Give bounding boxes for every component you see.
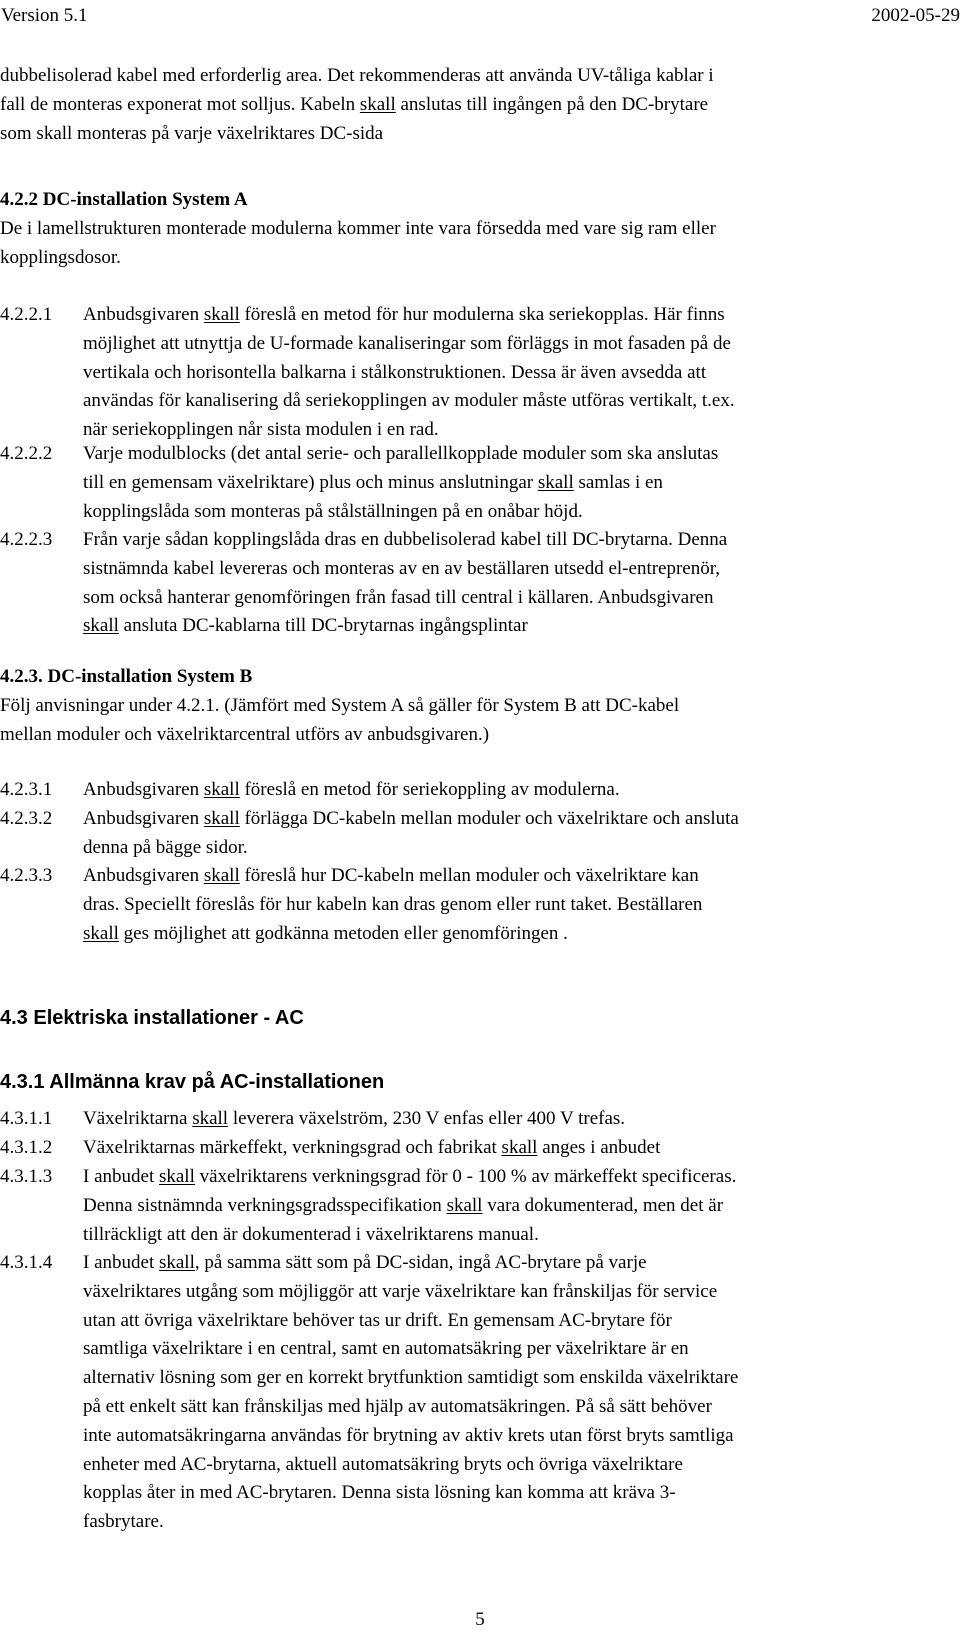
section-heading: 4.2.3. DC-installation System B bbox=[0, 666, 253, 687]
text-line: denna på bägge sidor. bbox=[83, 836, 248, 858]
page-header bbox=[0, 3, 960, 29]
text-line: till en gemensam växelriktare) plus och minus anslutningar skall samlas i en bbox=[83, 471, 663, 493]
text-line: dubbelisolerad kabel med erforderlig area. Det rekommenderas att använda UV-tåliga kablar i bbox=[0, 65, 714, 86]
item-number: 4.2.3.3 bbox=[0, 865, 53, 886]
text-line: kopplingslåda som monteras på stålställningen på en onåbar höjd. bbox=[83, 500, 583, 522]
text-line: Från varje sådan kopplingslåda dras en dubbelisolerad kabel till DC-brytarna. Denna bbox=[83, 529, 728, 550]
version-label: Version 5.1 bbox=[1, 5, 88, 26]
item-number: 4.2.2.2 bbox=[0, 443, 53, 464]
text-line: möjlighet att utnyttja de U-formade kanaliseringar som förläggs in mot fasaden på de bbox=[83, 332, 731, 354]
text-line: enheter med AC-brytarna, aktuell automatsäkring bryts och övriga växelriktare bbox=[83, 1453, 683, 1475]
text-line: alternativ lösning som ger en korrekt brytfunktion samtidigt som enskilda växelriktare bbox=[83, 1367, 739, 1389]
text-line: som skall monteras på varje växelriktares DC-sida bbox=[0, 122, 384, 144]
text-line: Anbudsgivaren skall förlägga DC-kabeln mellan moduler och växelriktare och ansluta bbox=[83, 808, 739, 829]
text-line: I anbudet skall växelriktarens verkningsgrad för 0 - 100 % av märkeffekt specificeras. bbox=[83, 1166, 737, 1187]
text-line: dras. Speciellt föreslås för hur kabeln kan dras genom eller runt taket. Beställaren bbox=[83, 893, 703, 915]
text-line: mellan moduler och växelriktarcentral utförs av anbudsgivaren.) bbox=[0, 723, 490, 745]
text-line: De i lamellstrukturen monterade modulerna kommer inte vara försedda med vare sig ram eller bbox=[0, 217, 716, 239]
section-heading: 4.3.1 Allmänna krav på AC-installationen bbox=[0, 1071, 385, 1093]
text-line: tillräckligt att den är dokumenterad i växelriktarens manual. bbox=[83, 1223, 539, 1245]
text-line: skall ansluta DC-kablarna till DC-brytarnas ingångsplintar bbox=[83, 615, 528, 637]
text-line: Växelriktarnas märkeffekt, verkningsgrad och fabrikat skall anges i anbudet bbox=[83, 1137, 661, 1158]
text-line: kopplas åter in med AC-brytaren. Denna sista lösning kan komma att kräva 3- bbox=[83, 1482, 676, 1504]
item-number: 4.3.1.3 bbox=[0, 1166, 53, 1187]
text-line: på ett enkelt sätt kan frånskiljas med hjälp av automatsäkringen. På så sätt behöver bbox=[83, 1395, 712, 1417]
section-heading: 4.3 Elektriska installationer - AC bbox=[0, 1007, 304, 1029]
text-line: Anbudsgivaren skall föreslå en metod för hur modulerna ska seriekopplas. Här finns bbox=[83, 304, 725, 325]
date-label: 2002-05-29 bbox=[871, 5, 960, 26]
text-line: som också hanterar genomföringen från fasad till central i källaren. Anbudsgivaren bbox=[83, 586, 714, 608]
text-line: vertikala och horisontella balkarna i stålkonstruktionen. Dessa är även avsedda att bbox=[83, 361, 707, 383]
text-line: Växelriktarna skall leverera växelström, 230 V enfas eller 400 V trefas. bbox=[83, 1108, 626, 1129]
text-line: samtliga växelriktare i en central, samt en automatsäkring per växelriktare är en bbox=[83, 1338, 689, 1360]
text-line: sistnämnda kabel levereras och monteras av en av beställaren utsedd el-entreprenör, bbox=[83, 557, 721, 579]
text-line: fall de monteras exponerat mot solljus. Kabeln skall anslutas till ingången på den DC-brytare bbox=[0, 93, 709, 115]
text-line: Denna sistnämnda verkningsgradsspecifikation skall vara dokumenterad, men det är bbox=[83, 1194, 724, 1216]
section-4-2-2 bbox=[0, 186, 958, 272]
section-4-2-3 bbox=[0, 663, 958, 749]
item-number: 4.2.2.1 bbox=[0, 304, 53, 325]
text-line: I anbudet skall, på samma sätt som på DC-sidan, ingå AC-brytare på varje bbox=[83, 1252, 647, 1273]
text-line: utan att övriga växelriktare behöver tas ur drift. En gemensam AC-brytare för bbox=[83, 1309, 672, 1331]
text-line: Varje modulblocks (det antal serie- och parallellkopplade moduler som ska anslutas bbox=[83, 443, 719, 464]
item-number: 4.3.1.2 bbox=[0, 1137, 53, 1158]
text-line: när seriekopplingen når sista modulen i en rad. bbox=[83, 419, 439, 441]
item-number: 4.2.3.2 bbox=[0, 808, 53, 829]
text-line: Anbudsgivaren skall föreslå hur DC-kabeln mellan moduler och växelriktare kan bbox=[83, 865, 699, 886]
item-number: 4.2.3.1 bbox=[0, 779, 53, 800]
text-line: Följ anvisningar under 4.2.1. (Jämfört med System A så gäller för System B att DC-kabel bbox=[0, 694, 680, 716]
item-number: 4.3.1.4 bbox=[0, 1252, 53, 1273]
section-heading: 4.2.2 DC-installation System A bbox=[0, 189, 248, 210]
text-line: Anbudsgivaren skall föreslå en metod för seriekoppling av modulerna. bbox=[83, 779, 620, 800]
text-line: växelriktares utgång som möjliggör att varje växelriktare kan frånskiljas för service bbox=[83, 1280, 718, 1302]
intro-paragraph bbox=[0, 62, 958, 148]
item-number: 4.3.1.1 bbox=[0, 1108, 53, 1129]
text-line: användas för kanalisering då seriekopplingen av moduler måste utföras vertikalt, t.ex. bbox=[83, 390, 735, 412]
text-line: skall ges möjlighet att godkänna metoden eller genomföringen . bbox=[83, 922, 568, 944]
page-number: 5 bbox=[475, 1609, 485, 1630]
text-line: inte automatsäkringarna användas för brytning av aktiv krets utan först bryts samtliga bbox=[83, 1424, 734, 1446]
item-number: 4.2.2.3 bbox=[0, 529, 53, 550]
text-line: fasbrytare. bbox=[83, 1511, 164, 1533]
text-line: kopplingsdosor. bbox=[0, 246, 121, 268]
section-4-3-1 bbox=[0, 1068, 958, 1097]
section-4-3 bbox=[0, 1004, 958, 1033]
